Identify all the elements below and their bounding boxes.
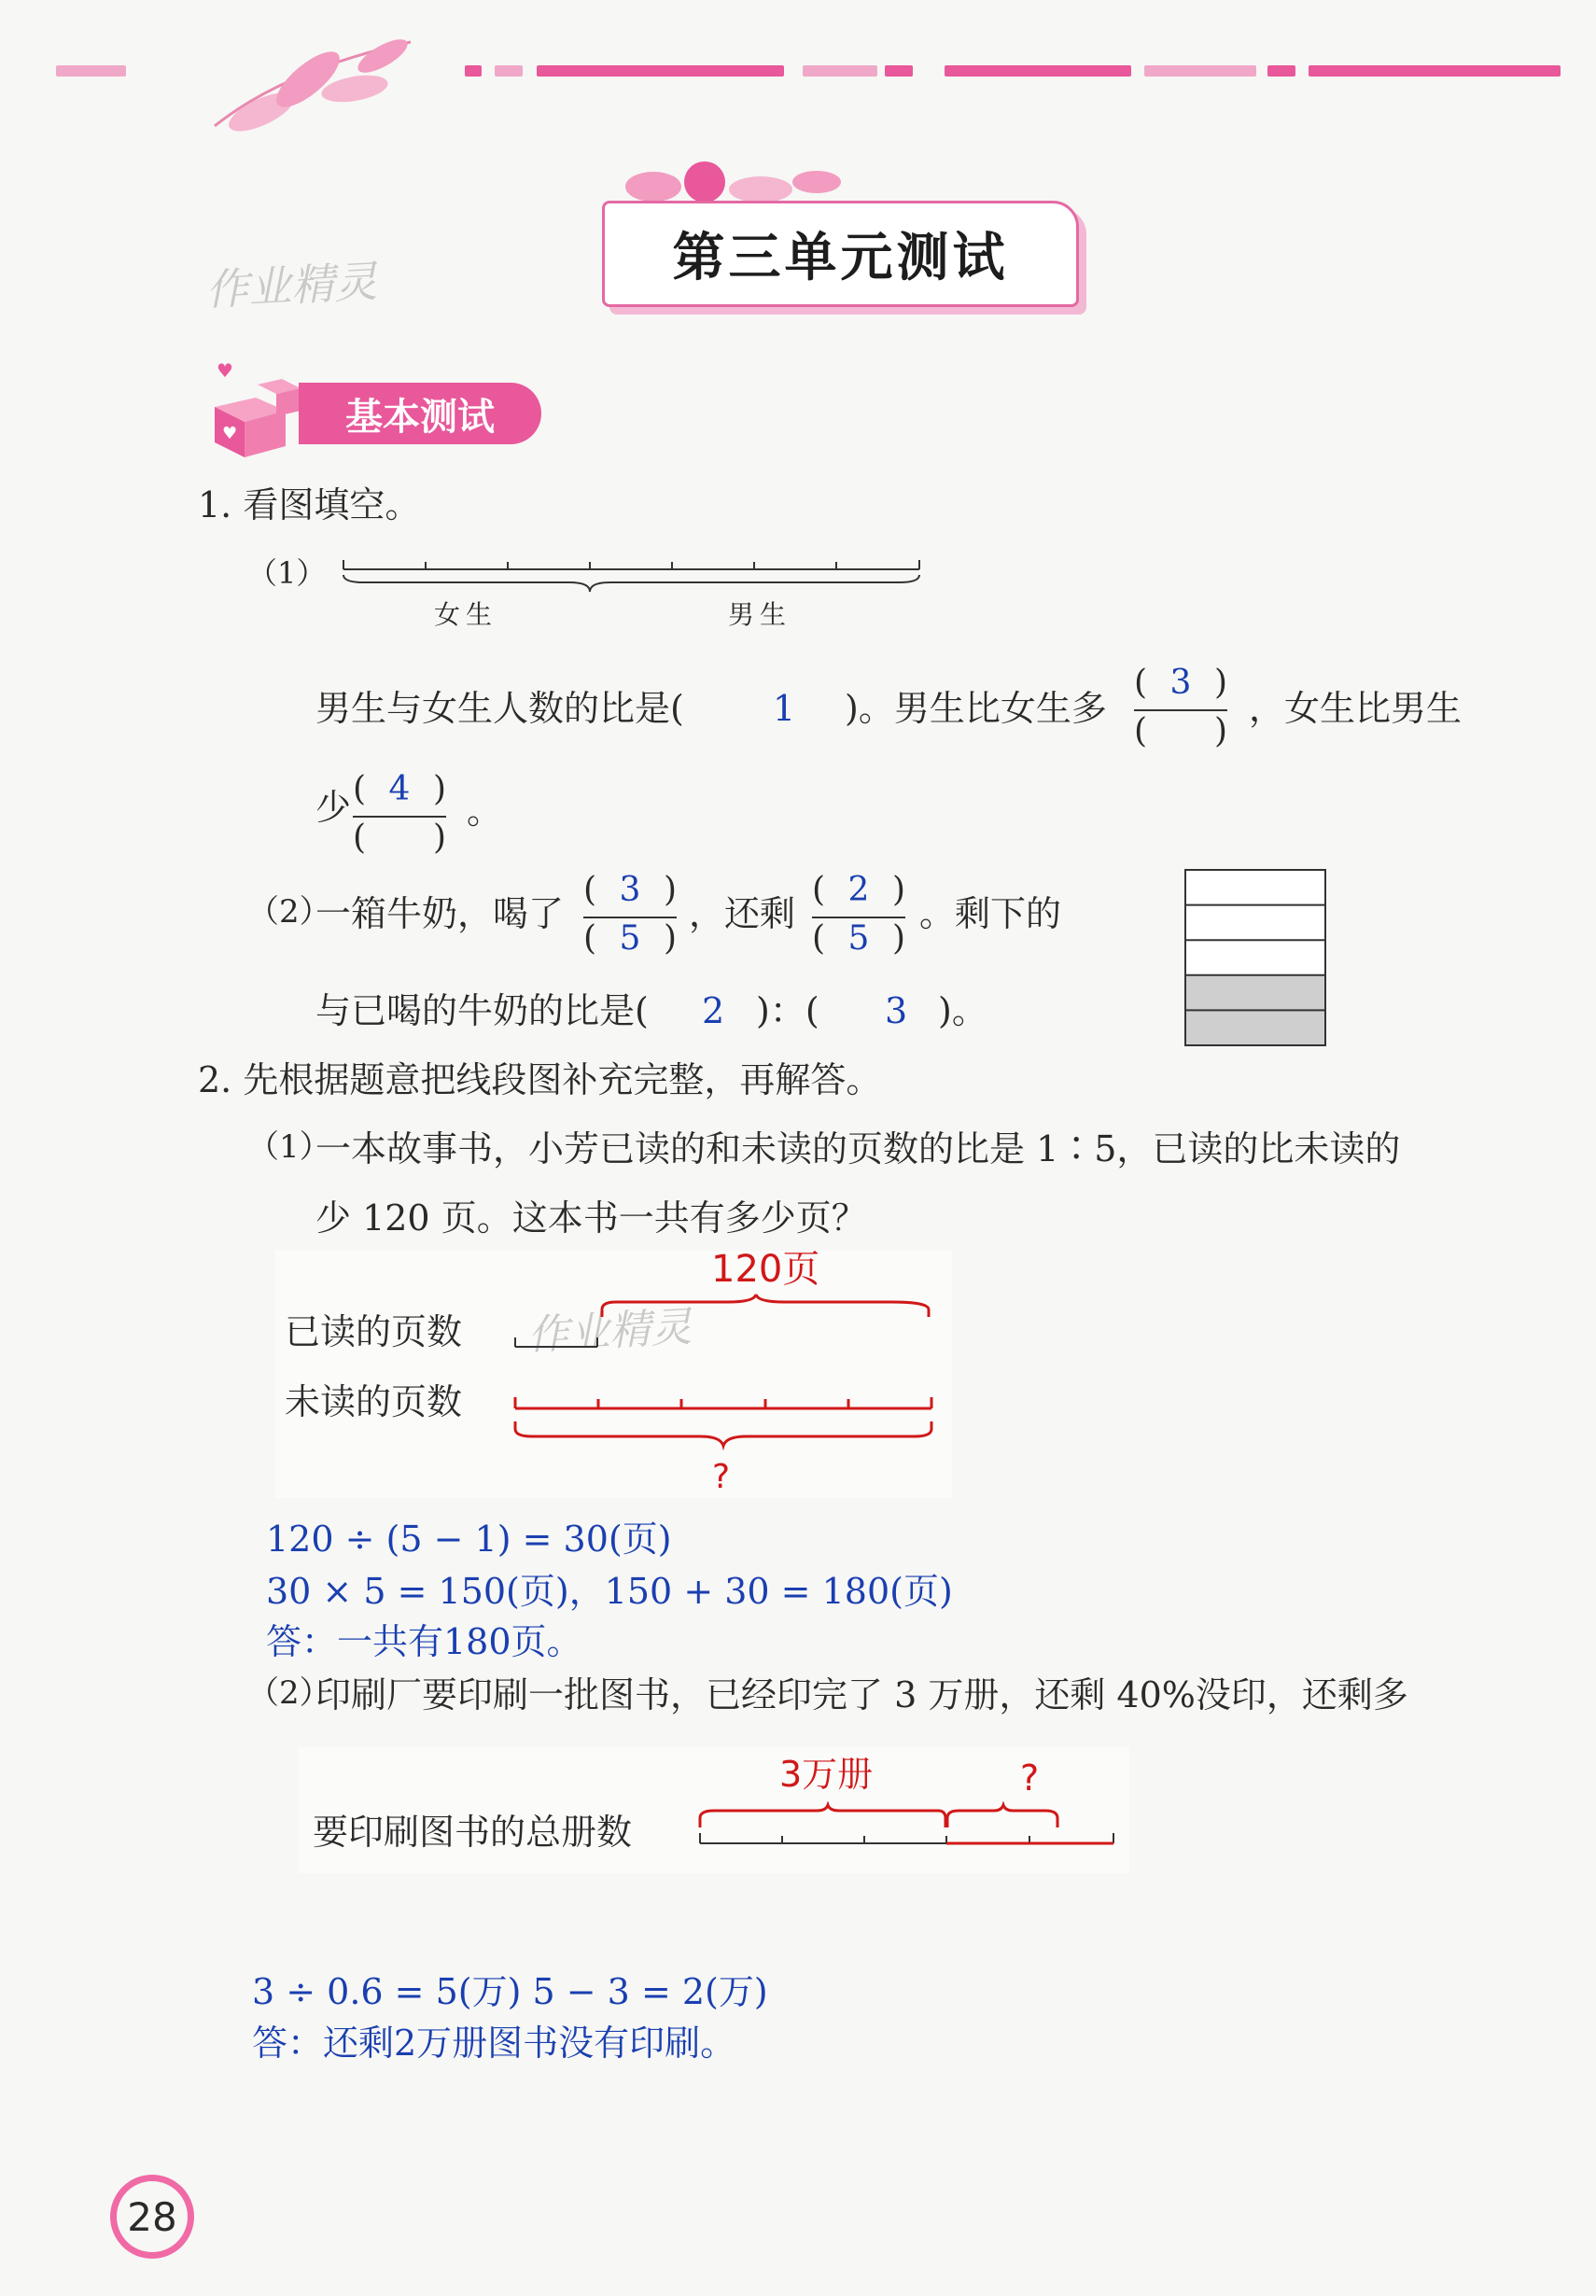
q1-part1-line1-end: ，女生比男生 — [1249, 688, 1463, 729]
q2-part1-label: （1） — [247, 1128, 331, 1166]
fraction-numerator: 2 — [847, 871, 870, 909]
stripe — [1267, 65, 1295, 77]
stripe — [945, 65, 1131, 77]
book-segment-diagram — [504, 1293, 952, 1479]
q2-part2-solution-1: 3 ÷ 0.6 = 5(万) 5 − 3 = 2(万) — [252, 1971, 768, 2012]
q2-part1-solution-2: 30 × 5 = 150(页)，150 + 30 = 180(页) — [266, 1571, 953, 1612]
stripe — [56, 65, 126, 77]
fraction-drunk: ( 3 ) ( 5 ) — [583, 871, 677, 958]
q1-part1-line2-end: 。 — [467, 791, 503, 832]
watermark: 作业精灵 — [203, 256, 379, 315]
stripe — [803, 65, 877, 77]
ratio-answer-a: 2 — [702, 990, 725, 1031]
ratio-separator: )：( — [756, 990, 819, 1031]
q1-part1-label: （1） — [247, 555, 327, 591]
unread-pages-label: 未读的页数 — [285, 1381, 463, 1422]
q2-part1-solution-1: 120 ÷ (5 − 1) = 30(页) — [266, 1519, 672, 1560]
q1-part2-line2-end: )。 — [938, 990, 987, 1031]
q2-part1-answer: 答：一共有180页。 — [266, 1621, 582, 1662]
print-segment-diagram — [695, 1801, 1125, 1867]
total-books-label: 要印刷图书的总册数 — [313, 1812, 633, 1853]
q1-part2-label: （2） — [247, 893, 331, 931]
girl-label: 女生 — [434, 599, 498, 630]
q1-part1-line1-mid: )。男生比女生多 — [845, 688, 1107, 729]
gender-segment-diagram — [336, 551, 933, 635]
fraction-denominator: 5 — [619, 919, 641, 958]
q2-heading: 2. 先根据题意把线段图补充完整，再解答。 — [198, 1059, 882, 1100]
q2-part2-label: （2） — [247, 1674, 331, 1712]
unit-title: 第三单元测试 — [672, 227, 1009, 288]
unit-title-box — [602, 201, 1079, 307]
q2-part1-line2: 少 120 页。这本书一共有多少页？ — [315, 1197, 867, 1239]
diagram-question-mark: ? — [712, 1458, 731, 1496]
q2-part2-line1: 印刷厂要印刷一批图书，已经印完了 3 万册，还剩 40%没印，还剩多 — [315, 1674, 1408, 1715]
q1-part1-line2-start: 少 — [315, 787, 352, 828]
page-number: 28 — [117, 2181, 188, 2252]
ratio-answer-b: 3 — [885, 990, 908, 1031]
svg-text:♥: ♥ — [217, 359, 233, 382]
fraction-boy-more: ( 3 ) ( ) — [1134, 664, 1227, 750]
diagram-label-120: 120页 — [711, 1248, 820, 1291]
fraction-girl-less: ( 4 ) ( ) — [353, 770, 446, 857]
diagram-label-3wan: 3万册 — [779, 1754, 874, 1795]
fraction-numerator: 3 — [1169, 664, 1192, 702]
fraction-numerator: 3 — [619, 871, 641, 909]
stripe — [885, 65, 913, 77]
fraction-numerator: 4 — [388, 770, 411, 808]
stripe — [495, 65, 523, 77]
stripe — [1309, 65, 1561, 77]
page-number-badge — [110, 2175, 194, 2259]
q1-part2-text3: 。剩下的 — [919, 893, 1062, 934]
read-pages-label: 已读的页数 — [285, 1311, 463, 1352]
stripe — [1144, 65, 1256, 77]
fraction-left: ( 2 ) ( 5 ) — [812, 871, 905, 958]
q1-part2-line2: 与已喝的牛奶的比是( — [315, 990, 649, 1031]
q2-part2-answer: 答：还剩2万册图书没有印刷。 — [252, 2023, 736, 2064]
svg-text:♥: ♥ — [222, 424, 238, 443]
ratio-answer: 1 — [773, 688, 796, 729]
q1-part1-line1: 男生与女生人数的比是( — [315, 688, 684, 729]
q1-heading: 1. 看图填空。 — [198, 484, 421, 525]
q1-part2-text1: 一箱牛奶，喝了 — [315, 893, 565, 934]
q1-part2-text2: ，还剩 — [689, 893, 796, 934]
boy-label: 男生 — [728, 599, 792, 630]
diagram-label-question: ? — [1020, 1757, 1040, 1799]
milk-box-diagram — [1183, 868, 1328, 1050]
fraction-denominator: 5 — [847, 919, 870, 958]
q2-part1-line1: 一本故事书，小芳已读的和未读的页数的比是 1∶5，已读的比未读的 — [315, 1128, 1401, 1169]
watermark-2: 作业精灵 — [526, 1303, 693, 1360]
stripe — [537, 65, 784, 77]
leaf-decoration-icon — [196, 23, 420, 154]
section-badge: 基本测试 — [299, 383, 541, 444]
stripe — [465, 65, 482, 77]
